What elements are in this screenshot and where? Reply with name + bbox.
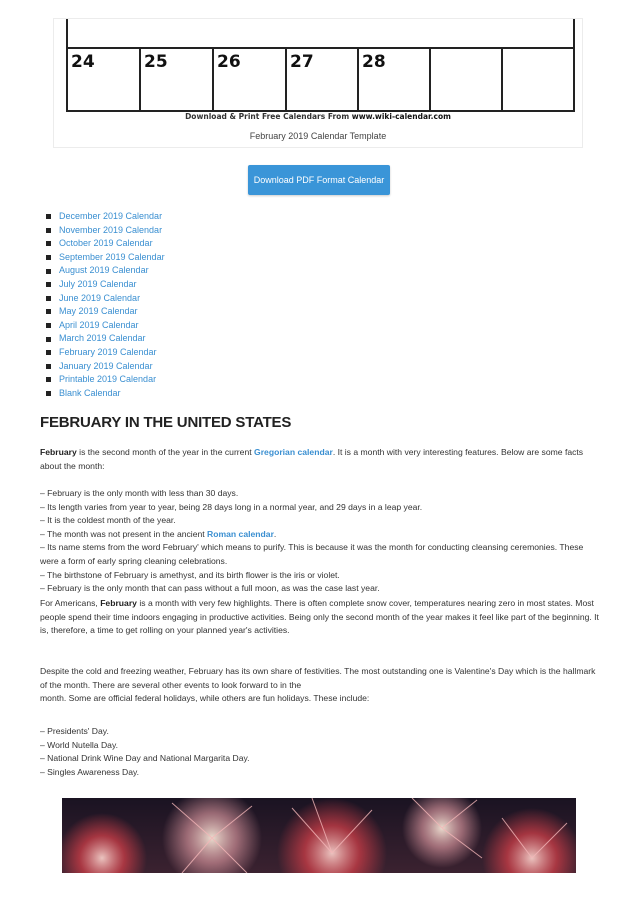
gregorian-calendar-link[interactable]: Gregorian calendar — [254, 447, 333, 457]
list-item — [46, 237, 165, 251]
image-caption: February 2019 Calendar Template — [249, 131, 387, 141]
square-bullet-icon — [46, 309, 51, 314]
americans-paragraph — [40, 597, 600, 638]
list-item — [46, 292, 165, 306]
square-bullet-icon — [46, 323, 51, 328]
fact-item — [40, 528, 600, 542]
list-item — [46, 305, 165, 319]
paragraph-line: month. Some are official federal holidays, while others are fun holidays. These include: — [40, 693, 370, 704]
fireworks-image — [62, 798, 576, 873]
list-item — [46, 251, 165, 265]
calendar-link[interactable]: July 2019 Calendar — [59, 278, 137, 289]
calendar-day-cell: 28 — [359, 47, 431, 110]
calendar-grid — [66, 19, 575, 112]
list-item — [46, 332, 165, 346]
calendar-day-cell: 25 — [141, 47, 214, 110]
paragraph-line: Despite the cold and freezing weather, February has its own share of festivities. The most outstanding one is Valentine's Day which is the hallmark of the month. There are several other events to look forward to in the — [40, 666, 596, 690]
fact-item: – It is the coldest month of the year. — [40, 515, 176, 526]
calendar-link[interactable]: August 2019 Calendar — [59, 265, 149, 276]
fact-item: – Its name stems from the word February' which means to purify. This is because it was the month for conducting cleansing ceremonies. These were a form of early spring cleaning celebrations. — [40, 542, 584, 566]
fact-item: – The birthstone of February is amethyst, and its birth flower is the iris or violet. — [40, 569, 340, 580]
text-run: – The month was not present in the ancient — [40, 528, 208, 539]
fact-item: – Its length varies from year to year, being 28 days long in a normal year, and 29 days in a leap year. — [40, 501, 423, 512]
calendar-footer — [54, 112, 582, 121]
fact-item: – February is the only month with less than 30 days. — [40, 488, 239, 498]
list-item — [46, 373, 165, 387]
calendar-link[interactable]: September 2019 Calendar — [59, 251, 165, 262]
calendar-link[interactable]: January 2019 Calendar — [59, 360, 153, 371]
list-item — [46, 360, 165, 374]
calendar-link[interactable]: Blank Calendar — [59, 387, 121, 398]
calendar-link[interactable]: February 2019 Calendar — [59, 346, 157, 357]
square-bullet-icon — [46, 377, 51, 382]
calendar-link[interactable]: April 2019 Calendar — [59, 319, 139, 330]
fireworks-illustration — [62, 798, 576, 873]
list-item — [46, 319, 165, 333]
text-run: is the second month of the year in the current — [76, 447, 255, 457]
calendar-link[interactable]: June 2019 Calendar — [59, 292, 141, 303]
section-heading: FEBRUARY IN THE UNITED STATES — [40, 414, 292, 431]
intro-paragraph — [40, 446, 600, 473]
holiday-item: – World Nutella Day. — [40, 739, 119, 750]
download-pdf-button[interactable]: Download PDF Format Calendar — [248, 165, 390, 195]
list-item — [46, 224, 165, 238]
square-bullet-icon — [46, 364, 51, 369]
calendar-image-card — [53, 18, 583, 148]
list-item — [46, 264, 165, 278]
roman-calendar-link[interactable]: Roman calendar — [207, 528, 274, 539]
text-run: . It is a month with very interesting features. Below are some facts about the month: — [40, 447, 584, 471]
calendar-day-cell: 26 — [214, 47, 287, 110]
text-run: is a month with very few highlights. There is often complete snow cover, temperatures nearing zero in most states. Most people spend their time indoors engaging in productive activities. Being only the second month of the year makes it feel like part of the beginning. It is, therefore, a time to get rolling on your planned year's activities. — [40, 598, 599, 636]
square-bullet-icon — [46, 228, 51, 233]
bold-term: February — [40, 447, 77, 457]
square-bullet-icon — [46, 269, 51, 274]
calendar-day-cell: 24 — [68, 47, 141, 110]
festivities-paragraph — [40, 665, 600, 706]
calendar-day-cell: 27 — [287, 47, 359, 110]
list-item — [46, 387, 165, 401]
calendar-links-list — [46, 210, 165, 400]
calendar-link[interactable]: May 2019 Calendar — [59, 306, 138, 317]
square-bullet-icon — [46, 337, 51, 342]
fact-item: – February is the only month that can pass without a full moon, as was the case last year. — [40, 583, 380, 594]
calendar-footer-site: www.wiki-calendar.com — [351, 112, 451, 121]
list-item — [46, 210, 165, 224]
calendar-empty-cell — [431, 47, 503, 110]
text-run: . — [273, 528, 277, 539]
holiday-item: – Presidents' Day. — [40, 726, 109, 736]
facts-list — [40, 487, 600, 596]
calendar-link[interactable]: December 2019 Calendar — [59, 211, 163, 221]
text-run: For Americans, — [40, 598, 101, 608]
list-item — [46, 278, 165, 292]
calendar-link[interactable]: Printable 2019 Calendar — [59, 374, 157, 385]
square-bullet-icon — [46, 350, 51, 355]
calendar-link[interactable]: March 2019 Calendar — [59, 333, 146, 344]
holidays-list — [40, 725, 600, 779]
square-bullet-icon — [46, 391, 51, 396]
square-bullet-icon — [46, 296, 51, 301]
holiday-item: – National Drink Wine Day and National Margarita Day. — [40, 753, 250, 764]
calendar-link[interactable]: October 2019 Calendar — [59, 238, 153, 249]
square-bullet-icon — [46, 255, 51, 260]
holiday-item: – Singles Awareness Day. — [40, 766, 140, 777]
square-bullet-icon — [46, 282, 51, 287]
square-bullet-icon — [46, 241, 51, 246]
square-bullet-icon — [46, 214, 51, 219]
list-item — [46, 346, 165, 360]
calendar-footer-text: Download & Print Free Calendars From — [185, 112, 352, 121]
calendar-link[interactable]: November 2019 Calendar — [59, 224, 163, 235]
bold-term: February — [100, 598, 137, 608]
